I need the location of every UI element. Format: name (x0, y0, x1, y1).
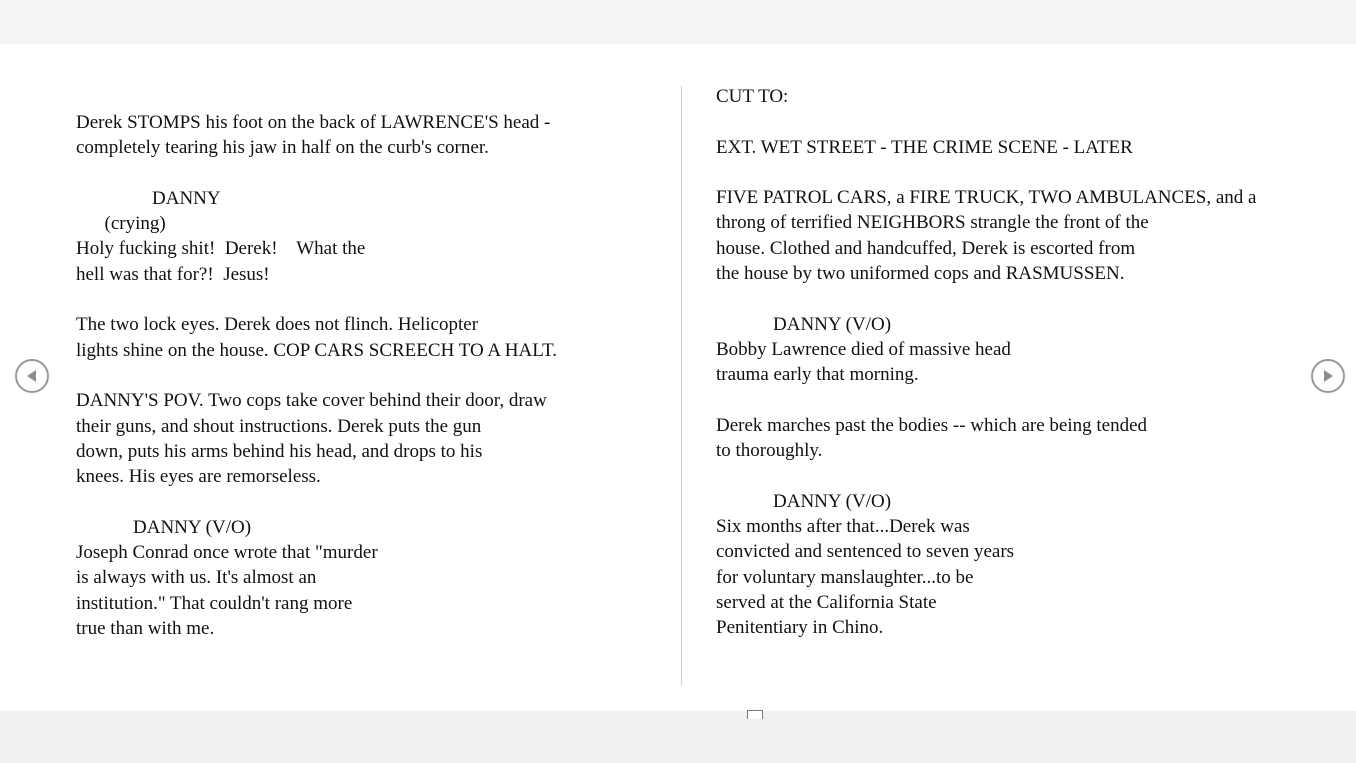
left-page-line (76, 363, 636, 388)
previous-page-button[interactable] (15, 359, 49, 393)
left-page-line: institution." That couldn't rang more (76, 592, 353, 614)
right-page-line: house. Clothed and handcuffed, Derek is escorted from (716, 237, 1136, 259)
left-page-line: The two lock eyes. Derek does not flinch. Helicopter (76, 314, 479, 336)
right-page-line: Six months after that...Derek was (716, 516, 970, 538)
right-page-text (716, 84, 1316, 641)
left-page-line (76, 287, 636, 312)
next-page-button[interactable] (1311, 359, 1345, 393)
left-page-line (76, 161, 636, 186)
left-page-line: DANNY (V/O) (76, 516, 252, 538)
left-page-line: is always with us. It's almost an (76, 567, 317, 589)
right-page-line (716, 286, 1316, 311)
right-page-line: trauma early that morning. (716, 364, 919, 386)
left-page-text (76, 110, 636, 641)
page-position-marker[interactable] (747, 710, 763, 719)
right-page-line: Bobby Lawrence died of massive head (716, 338, 1011, 360)
right-page-line: Derek marches past the bodies -- which are being tended (716, 414, 1148, 436)
bottom-bar (0, 711, 1356, 763)
left-page-line: DANNY (76, 187, 221, 209)
left-page-line: lights shine on the house. COP CARS SCREECH TO A HALT. (76, 339, 558, 361)
chevron-left-icon (17, 361, 47, 391)
left-page-line: knees. His eyes are remorseless. (76, 466, 321, 488)
right-page-line: to thoroughly. (716, 440, 823, 462)
right-page-line: Penitentiary in Chino. (716, 617, 884, 639)
left-page-line (76, 489, 636, 514)
left-page-line: hell was that for?! Jesus! (76, 263, 270, 285)
left-page-line: Holy fucking shit! Derek! What the (76, 238, 366, 260)
right-page-line (716, 463, 1316, 488)
left-page-line: their guns, and shout instructions. Derek puts the gun (76, 415, 482, 437)
left-page-line: (crying) (76, 213, 166, 235)
left-page-line: DANNY'S POV. Two cops take cover behind their door, draw (76, 390, 547, 412)
right-page-line (716, 160, 1316, 185)
right-page-line (716, 388, 1316, 413)
chevron-right-icon (1313, 361, 1343, 391)
right-page-line: for voluntary manslaughter...to be (716, 566, 974, 588)
left-page-line: down, puts his arms behind his head, and drops to his (76, 440, 483, 462)
right-page-line: throng of terrified NEIGHBORS strangle the front of the (716, 212, 1149, 234)
left-page-line: completely tearing his jaw in half on the curb's corner. (76, 137, 489, 159)
left-page-line: Joseph Conrad once wrote that "murder (76, 542, 378, 564)
right-page-line: DANNY (V/O) (716, 313, 892, 335)
right-page-line: DANNY (V/O) (716, 490, 892, 512)
top-toolbar (0, 0, 1356, 44)
right-page-line: EXT. WET STREET - THE CRIME SCENE - LATER (716, 136, 1133, 158)
right-page-line: CUT TO: (716, 86, 789, 107)
page-divider (681, 86, 682, 686)
left-page-line: Derek STOMPS his foot on the back of LAWRENCE'S head - (76, 112, 551, 133)
right-page-line (716, 109, 1316, 134)
right-page-line: served at the California State (716, 591, 937, 613)
right-page-line: FIVE PATROL CARS, a FIRE TRUCK, TWO AMBULANCES, and a (716, 187, 1257, 209)
right-page-line: convicted and sentenced to seven years (716, 541, 1015, 563)
left-page-line: true than with me. (76, 617, 215, 639)
right-page-line: the house by two uniformed cops and RASMUSSEN. (716, 263, 1125, 285)
